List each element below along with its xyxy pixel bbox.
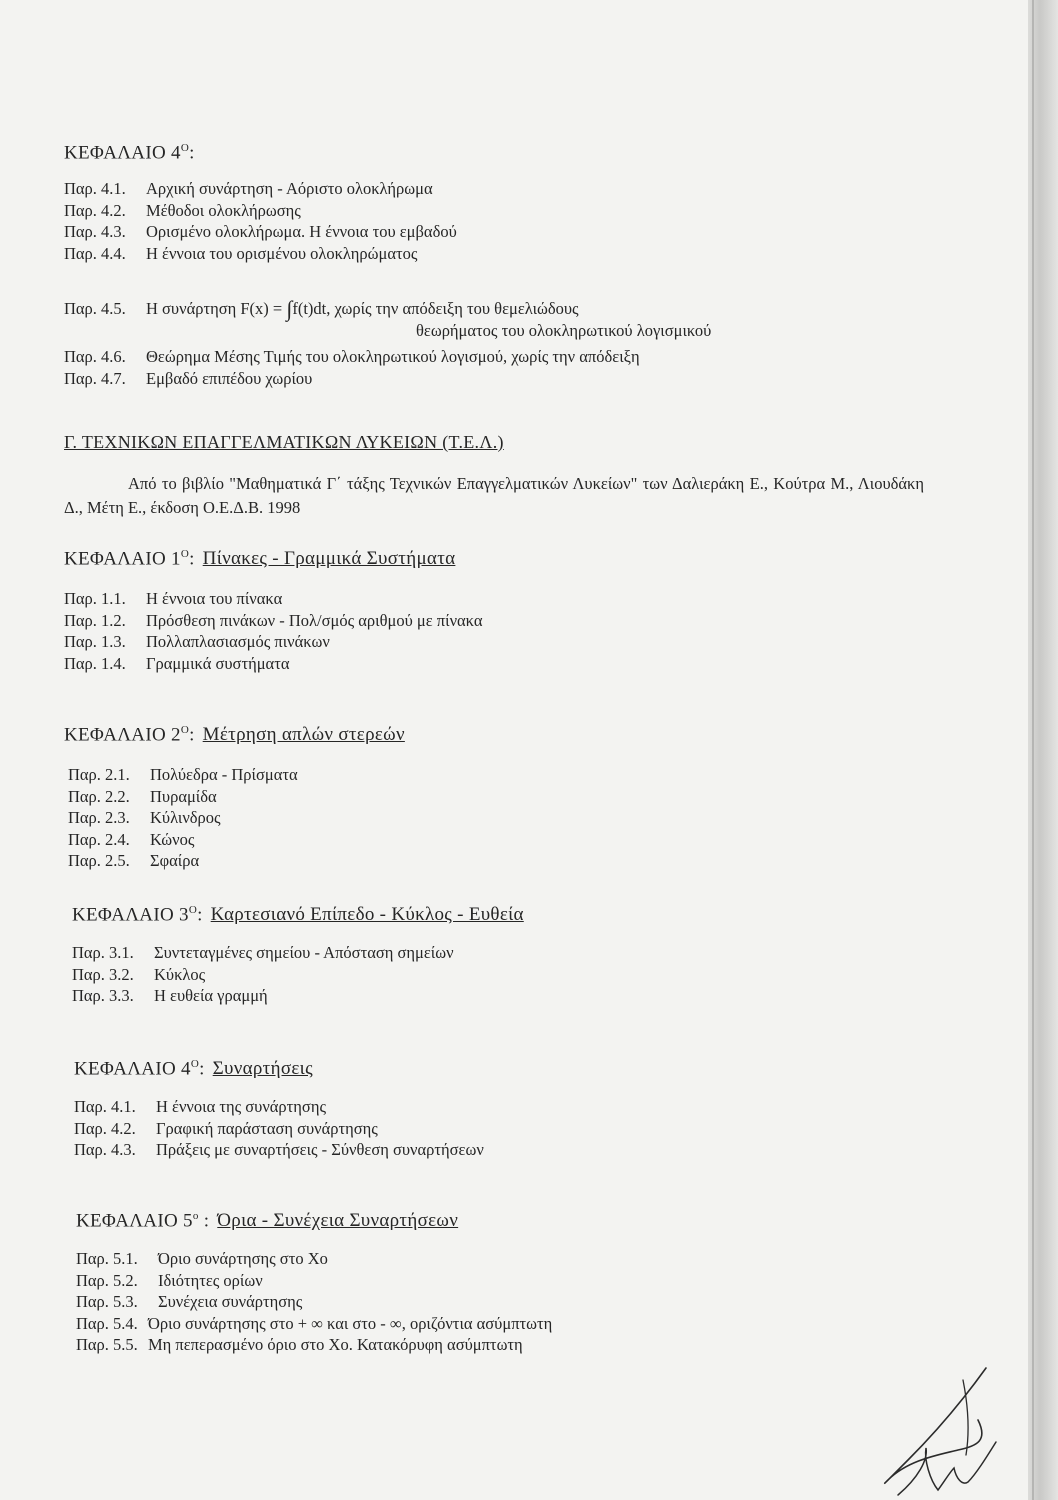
chapter-4-integrals-list — [64, 178, 457, 264]
chapter-5 — [76, 1204, 458, 1233]
list-item: Παρ. 4.1. Η έννοια της συνάρτησης — [74, 1097, 326, 1116]
list-item: Παρ. 4.7. Εμβαδό επιπέδου χωρίου — [64, 368, 313, 388]
signature — [868, 1360, 1018, 1500]
list-item: Παρ. 1.1. Η έννοια του πίνακα — [64, 589, 283, 608]
list-item: Παρ. 4.3. Ορισμένο ολοκλήρωμα. Η έννοια του εμβαδού — [64, 222, 457, 241]
chapter-5-list — [76, 1248, 552, 1356]
list-item: Παρ. 2.4. Κώνος — [68, 829, 195, 849]
list-item: Παρ. 4.2. Μέθοδοι ολοκλήρωσης — [64, 200, 301, 220]
list-item: Παρ. 3.3. Η ευθεία γραμμή — [72, 986, 268, 1005]
chapter-3 — [72, 898, 524, 927]
section-g-intro — [64, 472, 924, 520]
list-item: Παρ. 5.3. Συνέχεια συνάρτησης — [76, 1292, 303, 1311]
chapter-heading: ΚΕΦΑΛΑΙΟ $4^O$: — [64, 142, 195, 164]
list-item-continuation: θεωρήματος του ολοκληρωτικού λογισμικού — [416, 320, 712, 340]
list-item: Παρ. 4.6. Θεώρημα Μέσης Τιμής του ολοκληρωτικού λογισμού, χωρίς την απόδειξη — [64, 347, 640, 366]
section-g-title — [64, 432, 504, 453]
list-item: Παρ. 4.1. Αρχική συνάρτηση - Αόριστο ολοκλήρωμα — [64, 179, 433, 198]
chapter-4 — [74, 1052, 313, 1081]
integral-symbol: ∫ — [286, 296, 293, 321]
chapter-heading: ΚΕΦΑΛΑΙΟ $4^O$: Συναρτήσεις — [74, 1058, 313, 1080]
list-item: Παρ. 4.5. Η συνάρτηση F(x) = ∫f(t)dt, χωρίς την απόδειξη του θεμελιώδους — [64, 296, 579, 321]
list-item: Παρ. 4.4. Η έννοια του ορισμένου ολοκληρώματος — [64, 243, 418, 263]
chapter-1-list — [64, 588, 483, 674]
chapter-heading: ΚΕΦΑΛΑΙΟ $1^O$: Πίνακες - Γραμμικά Συστήματα — [64, 548, 456, 570]
list-item: Παρ. 2.5. Σφαίρα — [68, 851, 200, 870]
chapter-4-list — [74, 1096, 484, 1161]
chapter-1 — [64, 542, 455, 571]
page-edge-line — [1032, 0, 1034, 1500]
chapter-heading: ΚΕΦΑΛΑΙΟ $2^O$: Μέτρηση απλών στερεών — [64, 724, 405, 746]
section-title: Γ. ΤΕΧΝΙΚΩΝ ΕΠΑΓΓΕΛΜΑΤΙΚΩΝ ΛΥΚΕΙΩΝ (Τ.Ε.Λ.) — [64, 432, 504, 452]
list-item: Παρ. 4.3. Πράξεις με συναρτήσεις - Σύνθεση συναρτήσεων — [74, 1140, 484, 1159]
list-item: Παρ. 5.4. Όριο συνάρτησης στο + ∞ και στο - ∞, οριζόντια ασύμπτωτη — [76, 1313, 553, 1333]
list-item: Παρ. 3.1. Συντεταγμένες σημείου - Απόσταση σημείων — [72, 943, 454, 962]
list-item: Παρ. 1.3. Πολλαπλασιασμός πινάκων — [64, 632, 330, 651]
list-item: Παρ. 4.2. Γραφική παράσταση συνάρτησης — [74, 1118, 378, 1138]
list-item: Παρ. 1.2. Πρόσθεση πινάκων - Πολ/σμός αριθμού με πίνακα — [64, 610, 483, 630]
list-item: Παρ. 2.3. Κύλινδρος — [68, 808, 221, 827]
list-item: Παρ. 5.1. Όριο συνάρτησης στο Xo — [76, 1249, 328, 1268]
list-item: Παρ. 3.2. Κύκλος — [72, 964, 206, 984]
chapter-4-integrals-list-2 — [64, 346, 640, 389]
intro-paragraph: Από το βιβλίο "Μαθηματικά Γ΄ τάξης Τεχνικών Επαγγελματικών Λυκείων" των Δαλιεράκη Ε., Κούτρα Μ., Λιουδάκη Δ., Μέτη Ε., έκδοση Ο.Ε.Δ.Β. 1998 — [64, 474, 924, 517]
list-item: Παρ. 5.2. Ιδιότητες ορίων — [76, 1270, 263, 1290]
chapter-2-list — [68, 764, 298, 872]
list-item-4-5 — [64, 296, 711, 341]
chapter-heading: ΚΕΦΑΛΑΙΟ $3^O$: Καρτεσιανό Επίπεδο - Κύκλος - Ευθεία — [72, 904, 524, 926]
chapter-4-integrals — [64, 136, 195, 165]
list-item: Παρ. 2.1. Πολύεδρα - Πρίσματα — [68, 765, 298, 784]
list-item: Παρ. 1.4. Γραμμικά συστήματα — [64, 653, 290, 673]
list-item: Παρ. 5.5. Μη πεπερασμένο όριο στο Xo. Κατακόρυφη ασύμπτωτη — [76, 1335, 523, 1354]
list-item: Παρ. 2.2. Πυραμίδα — [68, 786, 217, 806]
chapter-2 — [64, 718, 405, 747]
chapter-3-list — [72, 942, 454, 1007]
chapter-heading: ΚΕΦΑΛΑΙΟ $5^o$ : Όρια - Συνέχεια Συναρτήσεων — [76, 1210, 459, 1232]
